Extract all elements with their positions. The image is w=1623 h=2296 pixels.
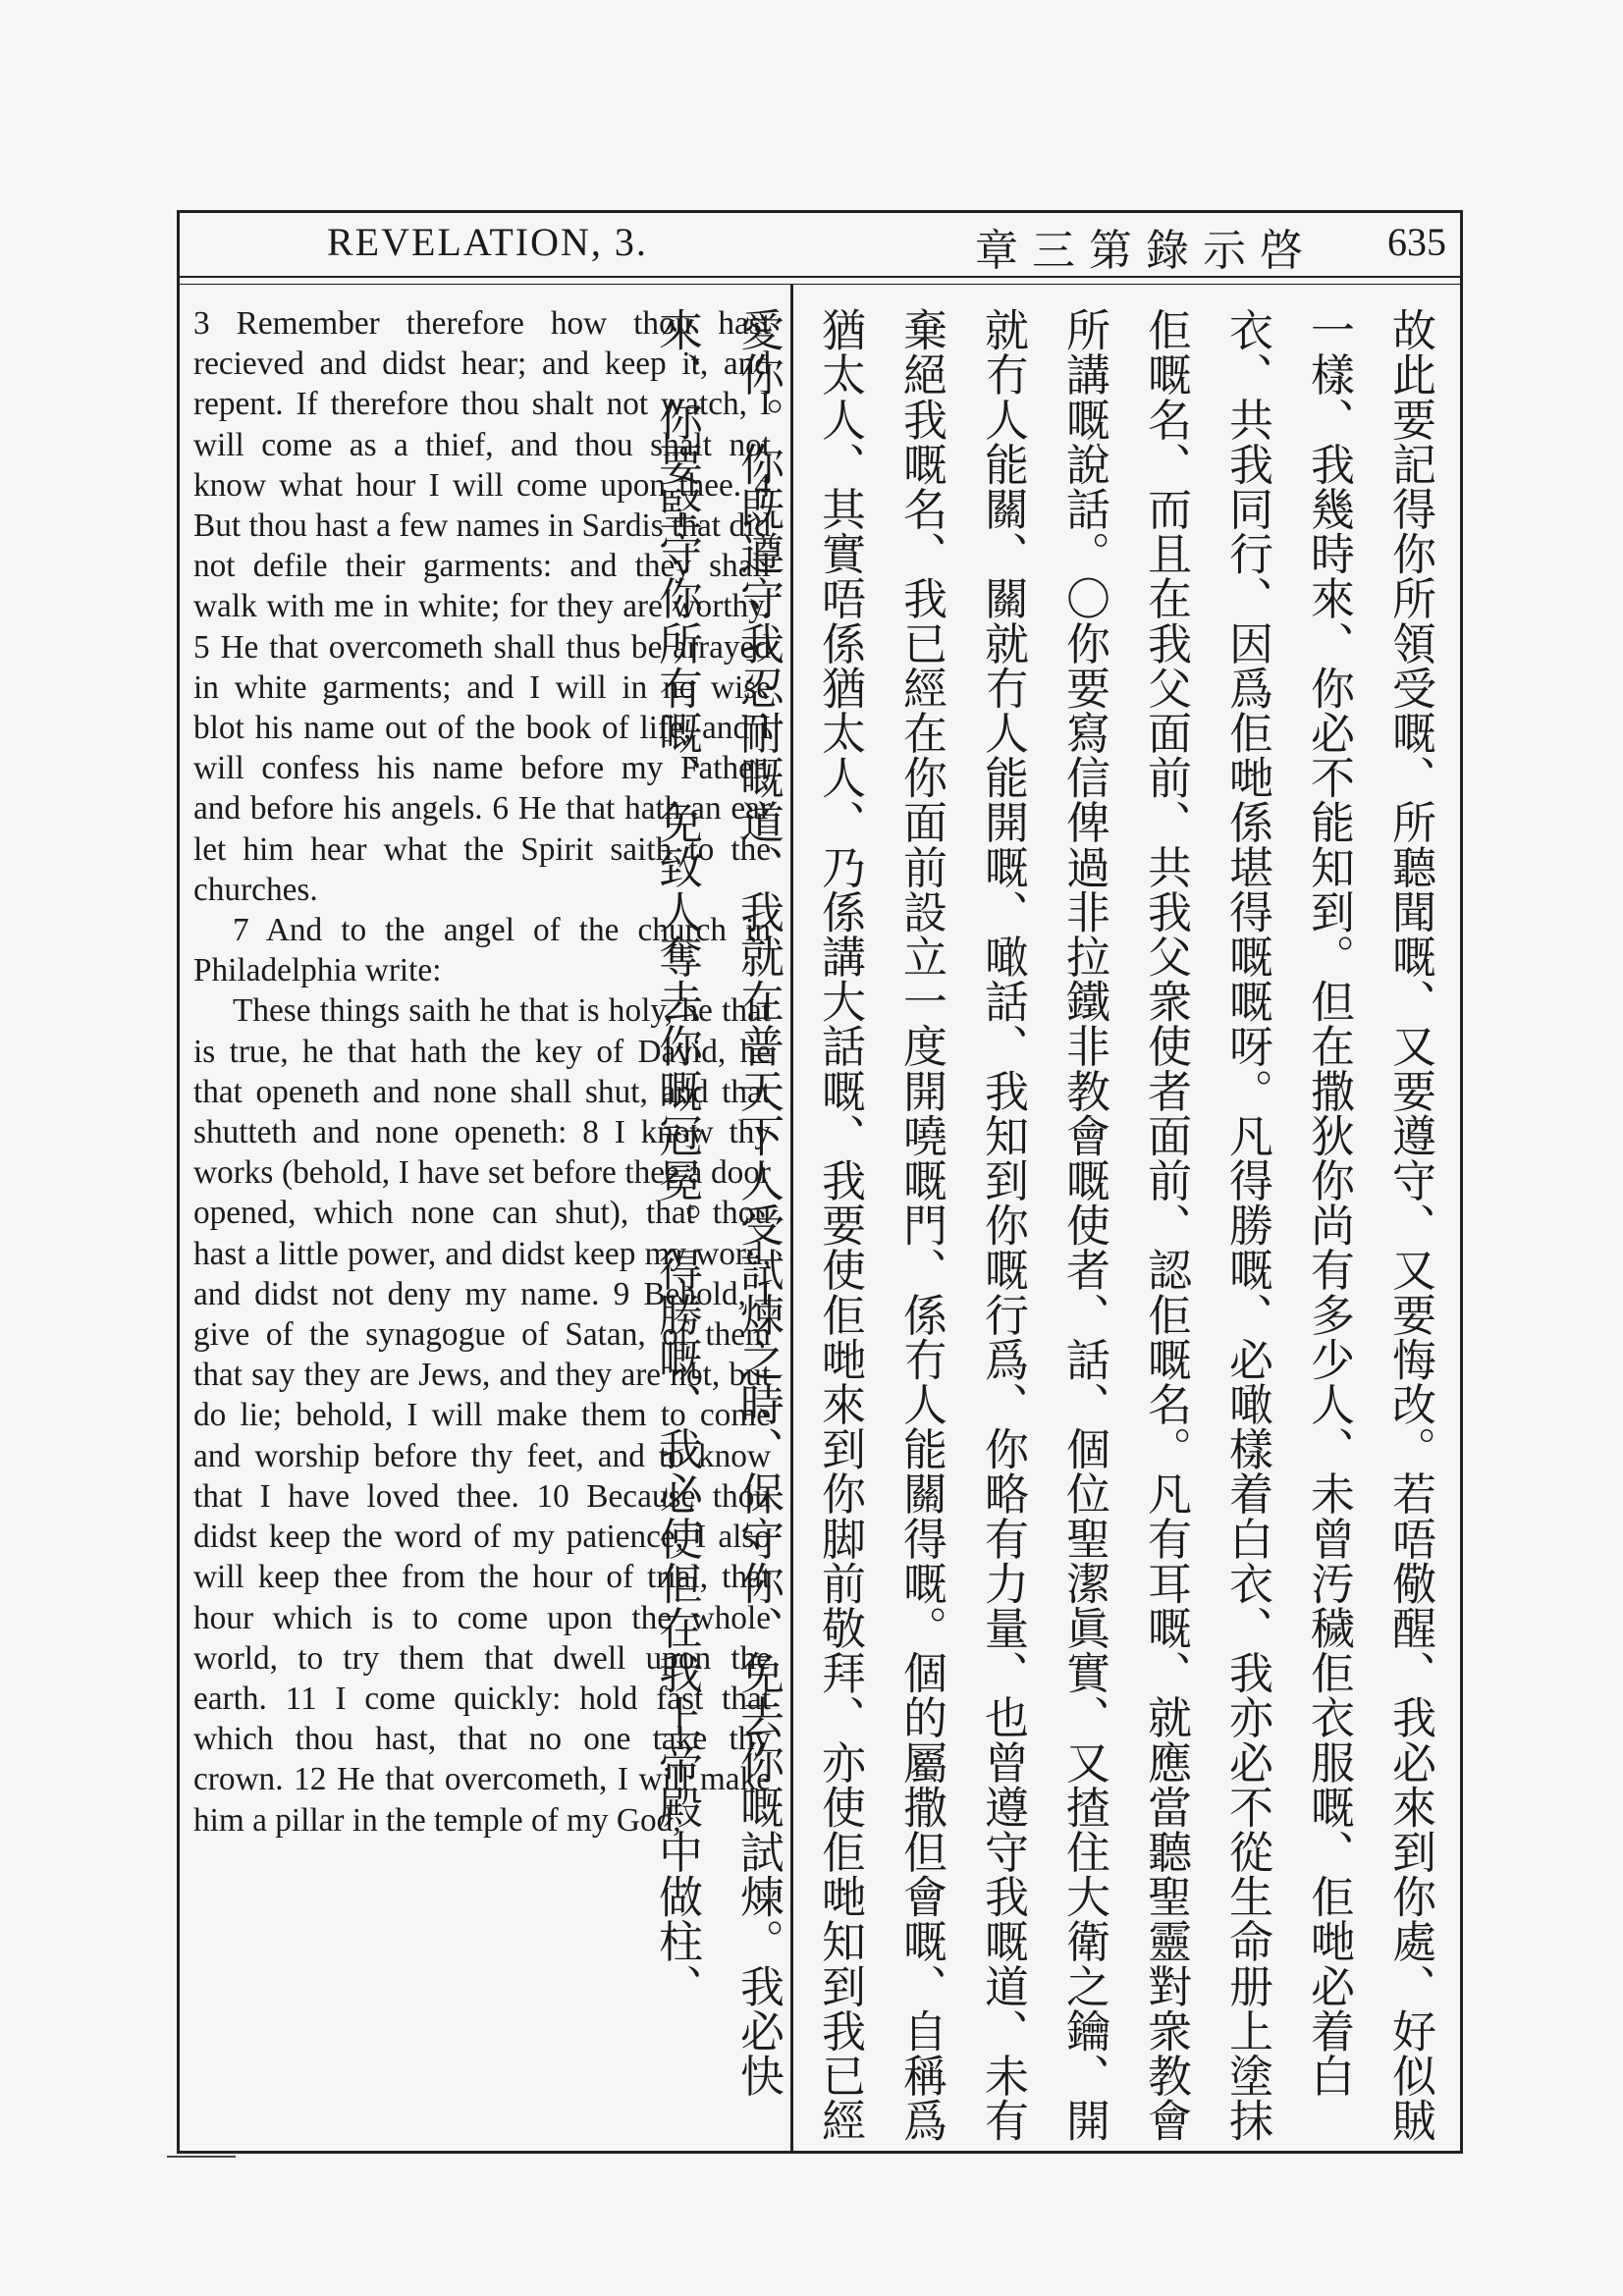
header-rule	[180, 276, 1460, 278]
english-paragraph-1: 3 Remember therefore how thou hast recieved and didst hear; and keep it, and repent. If therefore thou shalt not watch, I will come as a thief, and thou shalt not know what hour I will come upon thee. 4 But thou hast a few names in Sardis that did not defile their garments: and they shall walk with me in white; for they are worthy. 5 He that overcometh shall thus be arrayed in white garments; and I will in no wise blot his name out of the book of life, and I will confess his name before my Father, and before his angels. 6 He that hath an ear let him hear what the Spirit saith to the churches.	[193, 305, 771, 908]
chinese-column	[651, 307, 1451, 2143]
running-head-title: REVELATION, 3.	[327, 220, 648, 264]
page-frame	[177, 210, 1463, 2154]
chinese-body-text: 故此要記得你所領受嘅、所聽聞嘅、又要遵守、又要悔改。若唔儆醒、我必來到你處、好似賊一樣、我幾時來、你必不能知到。但在撒狄你尚有多少人、未曾汚穢佢衣服嘅、佢哋必着白衣、共我同行、因爲佢哋係堪得嘅嘅呀。凡得勝嘅、必噉樣着白衣、我亦必不從生命册上塗抹佢嘅名、而且在我父面前、共我父衆使者面前、認佢嘅名。凡有耳嘅、就應當聽聖靈對衆教會所講嘅說話。〇你要寫信俾過非拉鐵非教會嘅使者、話、個位聖潔眞實、又揸住大衛之鑰、開就冇人能關、關就冇人能開嘅、噉話、我知到你嘅行爲、你略有力量、也曾遵守我嘅道、未有棄絕我嘅名、我已經在你面前設立一度開嘵嘅門、係冇人能關得嘅。個的屬撒但會嘅、自稱爲猶太人、其實唔係猶太人、乃係講大話嘅、我要使佢哋來到你脚前敬拜、亦使佢哋知到我已經愛你。你既遵守我忍耐嘅道、我就在普天下人受試煉之時、保守你、免去你嘅試煉。我必快來、你要堅守你所有嘅、免致人奪去你嘅冠冕。得勝嘅、我必使佢在我上帝殿中做柱、	[651, 307, 1436, 2143]
header-rule-secondary	[180, 284, 1460, 285]
page-number: 635	[1387, 220, 1446, 264]
chinese-running-head: 章三第錄示啓	[975, 226, 1317, 276]
english-paragraph-2: 7 And to the angel of the church in Philadelphia write:	[193, 912, 771, 989]
bottom-margin-mark	[167, 2156, 236, 2158]
english-paragraph-3: These things saith he that is holy, he that is true, he that hath the key of David, he that openeth and none shall shut, and that shutteth and none openeth: 8 I know thy works (behold, I have set before thee a door opened, which none can shut), that thou hast a little power, and didst keep my word, and didst not deny my name. 9 Behold, I give of the synagogue of Satan, of them that say they are Jews, and they are not, but do lie; behold, I will make them to come and worship before thy feet, and to know that I have loved thee. 10 Because thou didst keep the word of my patience, I also will keep thee from the hour of trial, that hour which is to come upon the whole world, to try them that dwell upon the earth. 11 I come quickly: hold fast that which thou hast, that no one take thy crown. 12 He that overcometh, I will make him a pillar in the temple of my God,	[193, 992, 771, 1839]
